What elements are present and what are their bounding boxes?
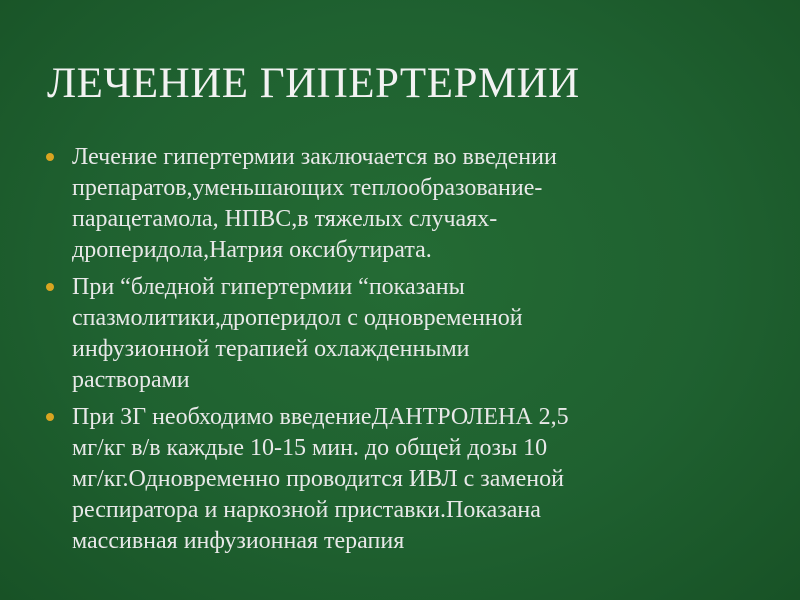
bullet-line: растворами bbox=[72, 367, 190, 393]
bullet-line: спазмолитики,дроперидол с одновременной bbox=[72, 305, 523, 331]
bullet-line: При “бледной гипертермии “показаны bbox=[72, 274, 465, 300]
bullet-dot-icon bbox=[46, 413, 54, 421]
bullet-item bbox=[44, 272, 734, 396]
bullet-dot-icon bbox=[46, 153, 54, 161]
bullet-line: мг/кг.Одновременно проводится ИВЛ с заменой bbox=[72, 466, 564, 492]
bullet-line: Лечение гипертермии заключается во введении bbox=[72, 144, 557, 170]
bullet-item bbox=[44, 142, 734, 266]
bullet-line: респиратора и наркозной приставки.Показана bbox=[72, 497, 541, 523]
bullet-line: парацетамола, НПВС,в тяжелых случаях- bbox=[72, 206, 498, 232]
bullet-line: массивная инфузионная терапия bbox=[72, 528, 405, 554]
bullet-line: При ЗГ необходимо введениеДАНТРОЛЕНА 2,5 bbox=[72, 404, 569, 430]
bullet-line: препаратов,уменьшающих теплообразование- bbox=[72, 175, 543, 201]
bullet-line: инфузионной терапией охлажденными bbox=[72, 336, 470, 362]
bullet-list bbox=[44, 142, 734, 563]
bullet-line: дроперидола,Натрия оксибутирата. bbox=[72, 237, 432, 263]
bullet-dot-icon bbox=[46, 283, 54, 291]
bullet-item bbox=[44, 402, 734, 557]
slide-title: ЛЕЧЕНИЕ ГИПЕРТЕРМИИ bbox=[47, 60, 580, 107]
bullet-line: мг/кг в/в каждые 10-15 мин. до общей дозы 10 bbox=[72, 435, 548, 461]
